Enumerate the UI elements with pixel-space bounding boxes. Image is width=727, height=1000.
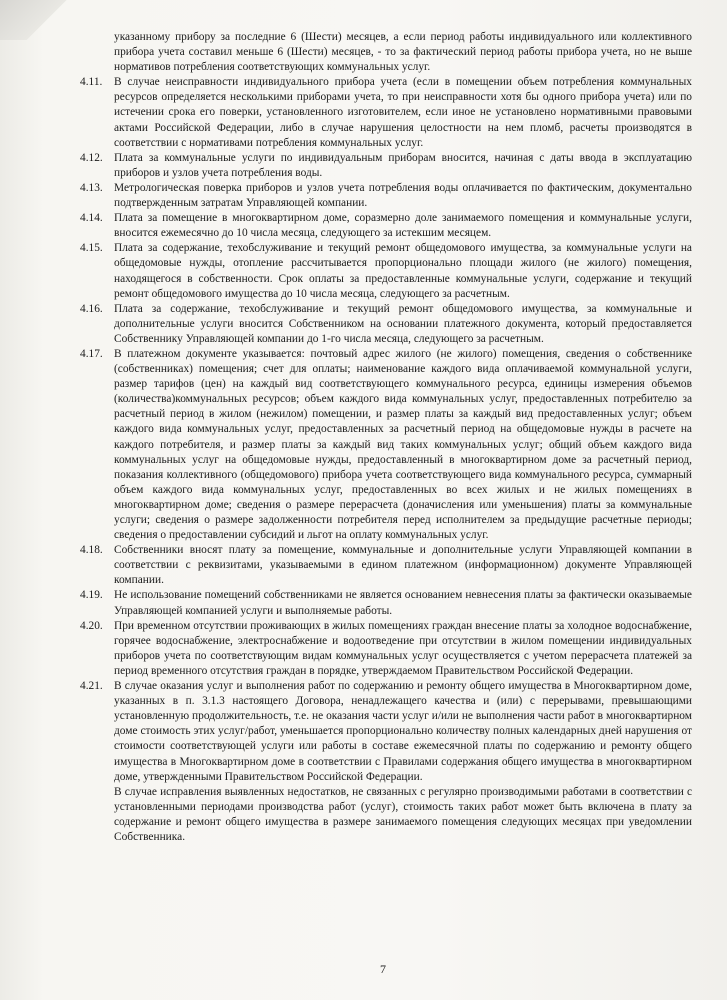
clause xyxy=(80,75,692,150)
clause-text: При временном отсутствии проживающих в жилых помещениях граждан внесение платы за холодное водоснабжение, горячее водоснабжение, электроснабжение и водоотведение при отсутствии в жилом помещении индивидуальных приборов учета по соответствующим видам коммунальных услуг осуществляется с учетом перерасчета платежей за период временного отсутствия граждан в порядке, утверждаемом Правительством Российской Федерации. xyxy=(114,619,692,677)
clause xyxy=(80,679,692,785)
clause xyxy=(80,181,692,211)
intro-continuation: указанному прибору за последние 6 (Шести) месяцев, а если период работы индивидуального или коллективного прибора учета составил меньше 6 (Шести) месяцев, - то за фактический период работы прибора учета, но не выше нормативов потребления соответствующих коммунальных услуг. xyxy=(114,31,692,74)
clauses-list xyxy=(80,75,692,784)
clause-number: 4.13. xyxy=(80,181,103,194)
clause-text: Не использование помещений собственниками не является основанием невнесения платы за фактически оказываемые Управляющей компанией услуги и выполняемые работы. xyxy=(114,589,692,617)
clause xyxy=(80,241,692,301)
clause xyxy=(80,543,692,588)
closing-paragraph: В случае исправления выявленных недостатков, не связанных с регулярно производимыми работами в соответствии с установленными периодами производства работ (услуг), стоимость таких работ может быть включена в плату за содержание и ремонт общего имущества в размере занимаемого помещения следующих месяцах при уведомлении Собственника. xyxy=(114,785,692,843)
clause-text: Плата за помещение в многоквартирном доме, соразмерно доле занимаемого помещения и коммунальные услуги, вносится ежемесячно до 10 числа месяца, следующего за истекшим месяцем. xyxy=(114,212,692,240)
clause-number: 4.15. xyxy=(80,242,103,255)
clause-text: В случае оказания услуг и выполнения работ по содержанию и ремонту общего имущества в Многоквартирном доме, указанных в п. 3.1.3 настоящего Договора, ненадлежащего качества и (или) с перерывами, превышающими установленную продолжительность, т.е. не оказания части услуг и/или не выполнения части работ в многоквартирном доме стоимость этих услуг/работ, уменьшается пропорционально количеству полных календарных дней нарушения от стоимости соответствующей услуги или работы в составе ежемесячной платы по содержанию и ремонту общего имущества в Многоквартирном доме в соответствии с Правилами содержания общего имущества в многоквартирном доме, утвержденными Правительством Российской Федерации. xyxy=(114,680,692,783)
clause xyxy=(80,211,692,241)
clause xyxy=(80,588,692,618)
clause xyxy=(80,151,692,181)
clause-text: Собственники вносят плату за помещение, коммунальные и дополнительные услуги Управляющей компании в соответствии с реквизитами, указываемыми в едином платежном (информационном) документе Управляющей компании. xyxy=(114,544,692,587)
clause-number: 4.17. xyxy=(80,347,103,360)
clause xyxy=(80,347,692,543)
clause-number: 4.16. xyxy=(80,302,103,315)
clause xyxy=(80,302,692,347)
clause xyxy=(80,619,692,679)
clause-number: 4.11. xyxy=(80,76,103,89)
clause-text: В платежном документе указывается: почтовый адрес жилого (не жилого) помещения, сведения о собственнике (собственниках) помещения; счет для оплаты; наименование каждого вида оплачиваемой коммунальной услуги, размер тарифов (цен) на каждый вид соответствующего коммунального ресурса, единицы измерения объемов (количества)коммунальных ресурсов; объем каждого вида коммунальных услуг, предоставленных потребителю за расчетный период в жилом (нежилом) помещении, и размер платы за каждый вид предоставленных услуг; объем каждого вида коммунальных услуг, предоставленных за расчетный период на общедомовые нужды в расчете на каждого потребителя, и размер платы за каждый вид таких коммунальных услуг; общий объем каждого вида коммунальных услуг на общедомовые нужды, предоставленный в многоквартирном доме за расчетный период, показания коллективного (общедомового) прибора учета соответствующего вида коммунального ресурса, суммарный объем каждого вида коммунальных услуг, предоставленных во всех жилых и не жилых помещениях в многоквартирном доме; сведения о размере перерасчета (доначисления или уменьшения) платы за коммунальные услуги; сведения о размере задолженности потребителя перед исполнителем за предыдущие расчетные периоды; сведения о предоставлении субсидий и льгот на оплату коммунальных услуг. xyxy=(114,347,692,542)
clause-number: 4.21. xyxy=(80,680,103,693)
page-corner-fold xyxy=(0,0,70,40)
clause-number: 4.18. xyxy=(80,544,103,557)
clause-text: Плата за коммунальные услуги по индивидуальным приборам вносится, начиная с даты ввода в эксплуатацию приборов и узлов учета потребления воды. xyxy=(114,151,692,179)
clause-number: 4.20. xyxy=(80,619,103,632)
clause-text: Плата за содержание, техобслуживание и текущий ремонт общедомового имущества, за коммунальные услуги на общедомовые нужды, отопление рассчитывается пропорционально площади жилого (не жилого) помещения, находящегося в собственности. Срок оплаты за предоставленные коммунальные услуги, содержание и текущий ремонт общедомового имущества до 10 числа месяца, следующего за расчетным. xyxy=(114,242,692,300)
clause-number: 4.14. xyxy=(80,212,103,225)
clause-text: Плата за содержание, техобслуживание и текущий ремонт общедомового имущества, за коммунальные и дополнительные услуги вносится Собственником на основании платежного документа, который предоставляется Собственнику Управляющей компании до 1-го числа месяца, следующего за расчетным. xyxy=(114,302,692,345)
page-number: 7 xyxy=(380,962,386,976)
document-body xyxy=(80,30,692,845)
clause-number: 4.19. xyxy=(80,589,103,602)
clause-text: В случае неисправности индивидуального прибора учета (если в помещении объем потребления коммунальных ресурсов определяется несколькими приборами учета, то при неисправности хотя бы одного прибора учета) или по истечении срока его поверки, установленного изготовителем, если иное не установлено нормативными правовыми актами Российской Федерации, либо в случае нарушения целостности на нем пломб, расчеты производятся в соответствии с нормативами потребления коммунальных услуг. xyxy=(114,76,692,149)
clause-number: 4.12. xyxy=(80,151,103,164)
clause-text: Метрологическая поверка приборов и узлов учета потребления воды оплачивается по фактическим, документально подтвержденным затратам Управляющей компании. xyxy=(114,181,692,210)
